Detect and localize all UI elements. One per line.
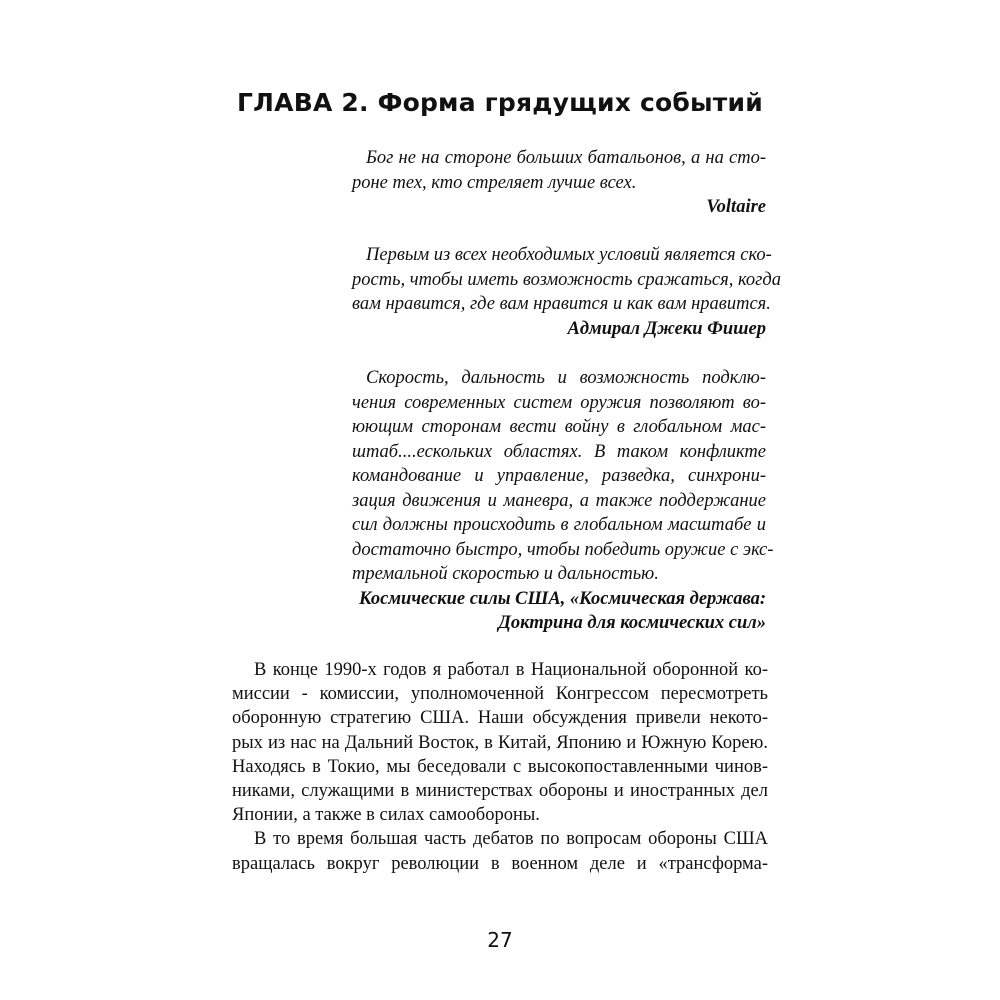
epigraph-fisher	[352, 243, 782, 341]
body-line: В конце 1990-х годов я работал в Национальной оборонной ко-	[254, 660, 768, 680]
epigraph-line: зация движения и маневра, а также поддержание	[352, 490, 766, 511]
body-line: В то время большая часть дебатов по вопросам обороны США	[254, 829, 768, 850]
body-line: миссии - комиссии, уполномоченной Конгрессом пересмотреть	[232, 684, 768, 705]
body-text	[232, 658, 768, 876]
epigraph-line: Скорость, дальность и возможность подклю-	[366, 368, 766, 388]
epigraph-line: штаб....ескольких областях. В таком конфликте	[352, 441, 766, 462]
epigraph-line: Первым из всех необходимых условий является ско-	[366, 245, 772, 265]
epigraph-line: юющим сторонам вести войну в глобальном мас-	[352, 417, 766, 437]
epigraph-line: достаточно быстро, чтобы победить оружие с экс-	[352, 539, 774, 560]
body-line: рых из нас на Дальний Восток, в Китай, Японию и Южную Корею.	[232, 732, 768, 753]
epigraph-attribution: Доктрина для космических сил»	[498, 613, 766, 633]
body-line: Находясь в Токио, мы беседовали с высокопоставленными чинов-	[232, 756, 768, 777]
epigraph-line: рость, чтобы иметь возможность сражаться, когда	[352, 269, 782, 290]
epigraph-attribution: Voltaire	[706, 197, 766, 217]
chapter-title: ГЛАВА 2. Форма грядущих событий	[237, 88, 763, 117]
epigraph-line: сил должны происходить в глобальном масштабе и	[352, 515, 766, 535]
epigraph-line: Бог не на стороне больших батальонов, а на сто-	[366, 148, 766, 168]
body-line: никами, служащими в министерствах обороны и иностранных дел	[232, 781, 768, 802]
epigraph-line: тремальной скоростью и дальностью.	[352, 564, 659, 584]
epigraph-line: командование и управление, разведка, синхрони-	[352, 466, 766, 486]
epigraph-space-force	[352, 366, 774, 636]
body-line: вращалась вокруг революции в военном деле и «трансформа-	[232, 853, 768, 874]
epigraph-attribution: Адмирал Джеки Фишер	[567, 318, 766, 339]
epigraph-line: чения современных систем оружия позволяют во-	[352, 392, 766, 413]
body-line: оборонную стратегию США. Наши обсуждения привели некото-	[232, 708, 768, 729]
epigraph-attribution: Космические силы США, «Космическая держава:	[359, 588, 766, 609]
epigraph-voltaire	[352, 146, 766, 220]
epigraph-line: роне тех, кто стреляет лучше всех.	[352, 172, 637, 193]
epigraph-line: вам нравится, где вам нравится и как вам нравится.	[352, 294, 771, 314]
page-number: 27	[487, 928, 513, 952]
body-line: Японии, а также в силах самообороны.	[232, 805, 540, 826]
